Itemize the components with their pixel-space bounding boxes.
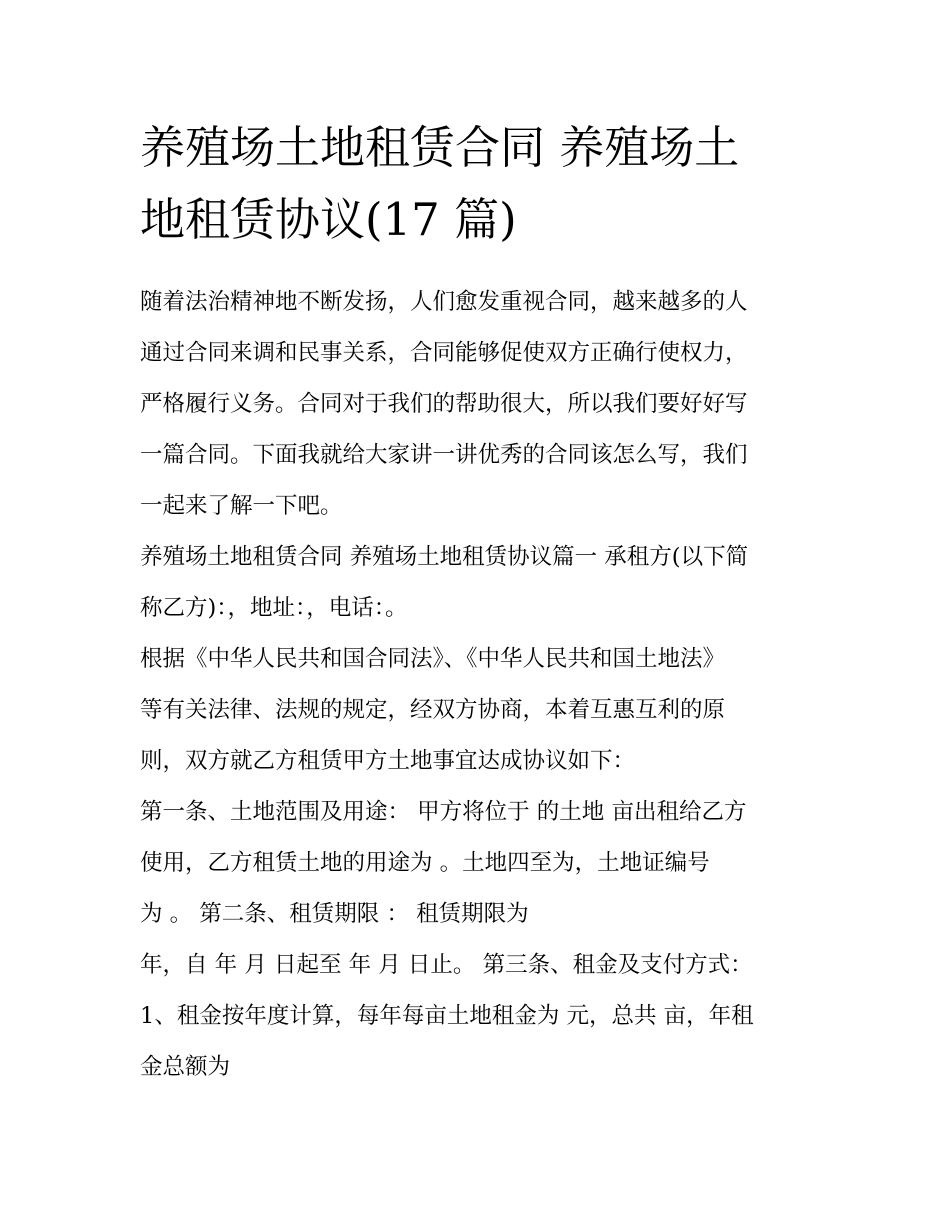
document-body xyxy=(140,277,830,1093)
body-line: 则，双方就乙方租赁甲方土地事宜达成协议如下： xyxy=(140,748,636,774)
title-line: 养殖场土地租赁合同 养殖场土 xyxy=(140,121,740,174)
title-line: 地租赁协议(17 篇) xyxy=(140,193,517,246)
body-line: 严格履行义务。合同对于我们的帮助很大，所以我们要好好写 xyxy=(140,391,748,417)
body-line: 养殖场土地租赁合同 养殖场土地租赁协议篇一 承租方(以下简 xyxy=(140,544,749,570)
body-line: 随着法治精神地不断发扬，人们愈发重视合同，越来越多的人 xyxy=(140,289,748,315)
body-line: 年，自 年 月 日起至 年 月 日止。 第三条、租金及支付方式： xyxy=(140,952,753,978)
body-line: 为 。 第二条、租赁期限 ： 租赁期限为 xyxy=(140,901,529,927)
document-title xyxy=(140,112,830,256)
body-line: 称乙方)：，地址：，电话：。 xyxy=(140,595,408,621)
body-line: 通过合同来调和民事关系，合同能够促使双方正确行使权力， xyxy=(140,340,748,366)
body-line: 一篇合同。下面我就给大家讲一讲优秀的合同该怎么写，我们 xyxy=(140,442,748,468)
body-line: 使用，乙方租赁土地的用途为 。土地四至为，土地证编号 xyxy=(140,850,710,876)
body-line: 等有关法律、法规的规定，经双方协商，本着互惠互利的原 xyxy=(140,697,726,723)
body-line: 第一条、土地范围及用途： 甲方将位于 的土地 亩出租给乙方 xyxy=(140,799,747,825)
body-line: 根据《中华人民共和国合同法》、《中华人民共和国土地法》 xyxy=(140,646,726,672)
body-line: 金总额为 xyxy=(140,1054,231,1080)
body-line: 一起来了解一下吧。 xyxy=(140,493,343,519)
body-line: 1、租金按年度计算，每年每亩土地租金为 元，总共 亩，年租 xyxy=(140,1003,754,1029)
